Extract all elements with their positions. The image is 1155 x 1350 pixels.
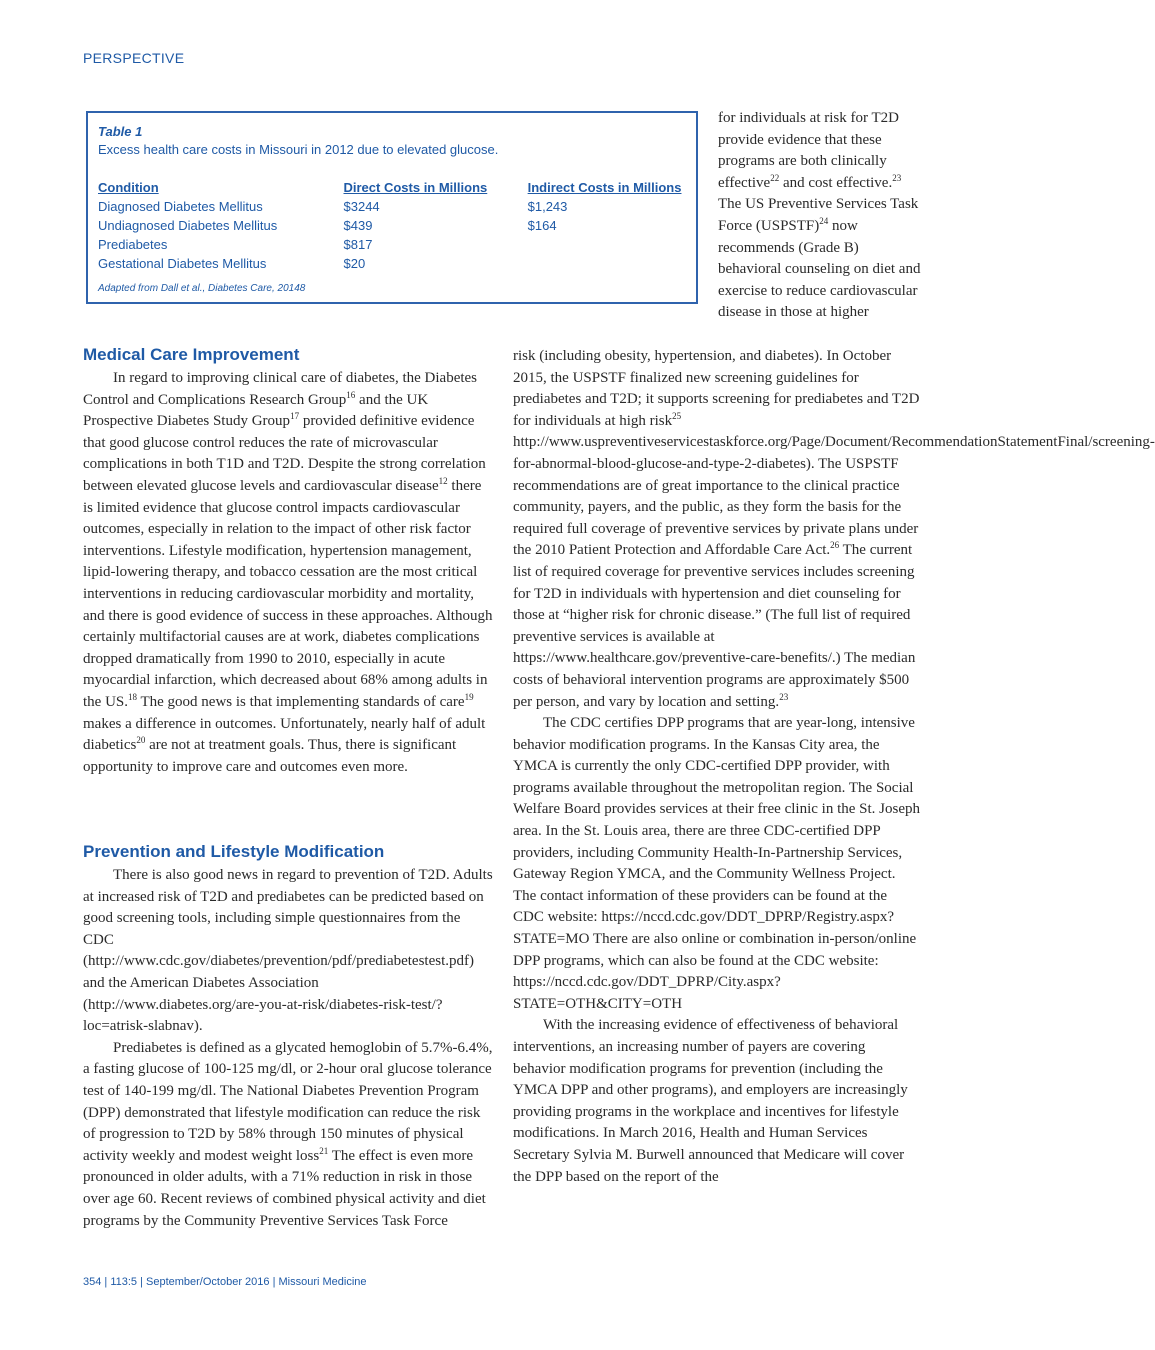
- paragraph: risk (including obesity, hypertension, and diabetes). In October 2015, the USPSTF finalized new screening guidelines for prediabetes and T2D; it supports screening for prediabetes and T2D for individuals at high risk$^{25}$ http://www.uspreventiveservicestaskforce.org/Page/Document/RecommendationStatementFinal/screening-for-abnormal-blood-glucose-and-type-2-diabetes). The USPSTF recommendations are of great importance to the clinical practice community, payers, and the public, as they form the basis for the required full coverage of preventive services by private plans under the 2010 Patient Protection and Affordable Care Act.$^{26}$ The current list of required coverage for preventive services includes screening for T2D in individuals with hypertension and diet counseling for those at “higher risk for chronic disease.” (The full list of required preventive services is available at https://www.healthcare.gov/preventive-care-benefits/.) The median costs of behavioral intervention programs are approximately $500 per person, and vary by location and setting.$^{23}$: [513, 348, 1155, 710]
- table-header-cell: Indirect Costs in Millions: [527, 180, 682, 195]
- table-header-cell: Condition: [98, 180, 159, 195]
- paragraph: The CDC certifies DPP programs that are year-long, intensive behavior modification programs. In the Kansas City area, the YMCA is currently the only CDC-certified DPP provider, with programs available throughout the metropolitan region. The Social Welfare Board provides services at their free clinic in the St. Joseph area. In the St. Louis area, there are three CDC-certified DPP providers, including Community Health-In-Partnership Services, Gateway Region YMCA, and the Community Wellness Project. The contact information of these providers can be found at the CDC website: https://nccd.cdc.gov/DDT_DPRP/Registry.aspx?STATE=MO There are also online or combination in-person/online DPP programs, which can also be found at the CDC website: https://nccd.cdc.gov/DDT_DPRP/City.aspx?STATE=OTH&CITY=OTH: [513, 715, 920, 1012]
- table-cell: $439: [343, 218, 373, 233]
- paragraph: There is also good news in regard to prevention of T2D. Adults at increased risk of T2D and prediabetes can be predicted based on good screening tools, including simple questionnaires from the CDC (http://www.cdc.gov/diabetes/prevention/pdf/prediabetestest.pdf) and the American Diabetes Association (http://www.diabetes.org/are-you-at-risk/diabetes-risk-test/?loc=atrisk-slabnav).: [83, 867, 493, 1035]
- table-header-row: [98, 178, 686, 197]
- heading-prevention: Prevention and Lifestyle Modification: [83, 842, 385, 861]
- body-text-right-column: [513, 346, 1155, 1188]
- paragraph: for individuals at risk for T2D provide evidence that these programs are both clinically effective$^{22}$ and cost effective.$^{23}$ The US Preventive Services Task Force (USPSTF)$^{24}$ now recommends (Grade B) behavioral counseling on diet and exercise to reduce cardiovascular disease in those at higher: [718, 110, 921, 321]
- body-text-left-column: [83, 368, 493, 778]
- section-label: PERSPECTIVE: [83, 50, 185, 66]
- table-row: [98, 254, 686, 273]
- table-cell: [528, 254, 686, 273]
- table-cell: Prediabetes: [98, 237, 168, 252]
- heading-medical-care: Medical Care Improvement: [83, 345, 300, 364]
- table-cell: $3244: [343, 199, 380, 214]
- table-grid: [98, 178, 686, 273]
- table-cell: Undiagnosed Diabetes Mellitus: [98, 218, 278, 233]
- table-cell: Gestational Diabetes Mellitus: [98, 256, 267, 271]
- table-row: [98, 197, 686, 216]
- table-header-cell: Direct Costs in Millions: [343, 180, 488, 195]
- page-footer: 354 | 113:5 | September/October 2016 | Missouri Medicine: [83, 1276, 367, 1288]
- table-cell: [528, 235, 686, 254]
- body-text-wrap-column: [718, 108, 923, 324]
- table-row: [98, 235, 686, 254]
- table-caption: Excess health care costs in Missouri in 2012 due to elevated glucose.: [98, 142, 499, 157]
- paragraph: With the increasing evidence of effectiveness of behavioral interventions, an increasing number of payers are covering behavior modification programs for prevention (including the YMCA DPP and other programs), and employers are increasingly providing programs in the workplace and incentives for lifestyle modifications. In March 2016, Health and Human Services Secretary Sylvia M. Burwell announced that Medicare will cover the DPP based on the report of the: [513, 1017, 908, 1185]
- table-cell: $20: [343, 256, 366, 271]
- table-cell: Diagnosed Diabetes Mellitus: [98, 199, 263, 214]
- table-source: Adapted from Dall et al., Diabetes Care, 20148: [98, 283, 306, 294]
- table-row: [98, 216, 686, 235]
- table-cell: $164: [527, 218, 557, 233]
- cost-table: [86, 111, 698, 304]
- paragraph: In regard to improving clinical care of diabetes, the Diabetes Control and Complications Research Group$^{16}$ and the UK Prospective Diabetes Study Group$^{17}$ provided definitive evidence that good glucose control reduces the rate of microvascular complications in both T1D and T2D. Despite the strong correlation between elevated glucose levels and cardiovascular disease$^{12}$ there is limited evidence that glucose control impacts cardiovascular outcomes, especially in relation to the impact of other risk factor interventions. Lifestyle modification, hypertension management, lipid-lowering therapy, and tobacco cessation are the most critical interventions in reducing cardiovascular morbidity and mortality, and there is good evidence of success in these approaches. Although certainly multifactorial causes are at work, diabetes complications dropped dramatically from 1990 to 2010, especially in acute myocardial infarction, which decreased about 68% among adults in the US.$^{18}$ The good news is that implementing standards of care$^{19}$ makes a difference in outcomes. Unfortunately, nearly half of adult diabetics$^{20}$ are not at treatment goals. Thus, there is significant opportunity to improve care and outcomes even more.: [83, 370, 493, 775]
- table-number: Table 1: [98, 124, 143, 139]
- paragraph: Prediabetes is defined as a glycated hemoglobin of 5.7%-6.4%, a fasting glucose of 100-125 mg/dl, or 2-hour oral glucose tolerance test of 140-199 mg/dl. The National Diabetes Prevention Program (DPP) demonstrated that lifestyle modification can reduce the risk of progression to T2D by 58% through 150 minutes of physical activity weekly and modest weight loss$^{21}$ The effect is even more pronounced in older adults, with a 71% reduction in risk in those over age 60. Recent reviews of combined physical activity and diet programs by the Community Preventive Services Task Force: [83, 1039, 493, 1229]
- table-cell: $817: [343, 237, 373, 252]
- table-cell: $1,243: [527, 199, 568, 214]
- body-text-left-column-lower: [83, 865, 493, 1232]
